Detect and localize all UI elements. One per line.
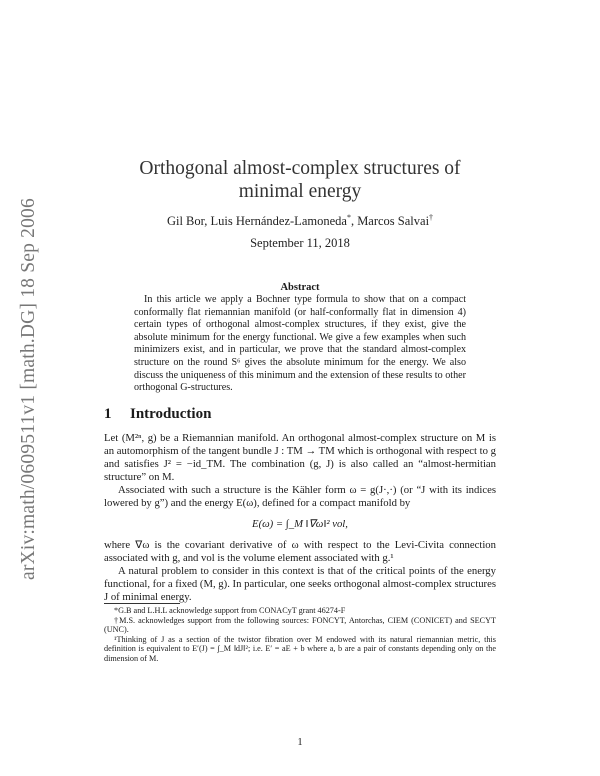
paragraph-3: where ∇ω is the covariant derivative of ω with respect to the Levi-Civita connection associated with g, and vol is the volume element associated with g.¹ bbox=[104, 539, 496, 565]
footnote-1: *G.B and L.H.L acknowledge support from CONACyT grant 46274-F bbox=[114, 606, 346, 615]
author-mark-2: † bbox=[429, 213, 434, 222]
footnotes bbox=[104, 606, 496, 664]
arxiv-stamp bbox=[18, 160, 42, 580]
paragraph-2: Associated with such a structure is the Kähler form ω = g(J·,·) (or “J with its indices lowered by g”) and the energy E(ω), defined for a compact manifold by bbox=[104, 483, 496, 509]
author-list bbox=[104, 213, 496, 229]
paper-title bbox=[104, 157, 496, 203]
abstract-text: In this article we apply a Bochner type formula to show that on a compact conformally flat riemannian manifold (or half-conformally flat in dimension 4) certain types of orthogonal almost-complex structures, if they exist, give the absolute minimum for the energy functional. We give a few examples when such minimizers exist, and in particular, we prove that the standard almost-complex structure on the round S⁶ gives the absolute minimum for the energy. We also discuss the uniqueness of this minimum and the extension of these results to other orthogonal G-structures. bbox=[134, 294, 466, 394]
abstract-heading: Abstract bbox=[280, 282, 320, 293]
footnote-3: ¹Thinking of J as a section of the twistor fibration over M endowed with its natural riemannian metric, this definition is equivalent to E′(J) = ∫_M ‖dJ‖²; i.e. E′ = aE + b where a, b are a pair of constants depending only on the dimension of M. bbox=[104, 634, 496, 663]
section-title: Introduction bbox=[130, 406, 212, 422]
footnote-2: †M.S. acknowledges support from the following sources: FONCYT, Antorchas, CIEM (CONICET) and SECYT (UNC). bbox=[104, 615, 496, 635]
title-line-2: minimal energy bbox=[238, 181, 362, 202]
footnote-rule bbox=[104, 603, 180, 604]
author-mark-1: * bbox=[346, 213, 351, 222]
paper-date: September 11, 2018 bbox=[250, 236, 350, 250]
page-number: 1 bbox=[297, 737, 303, 748]
body-text bbox=[104, 432, 496, 604]
authors-text: Gil Bor, Luis Hernández-Lamoneda*, Marcos Salvai† bbox=[166, 213, 434, 229]
arxiv-id: arXiv:math/0609511v1 [math.DG] 18 Sep 2006 bbox=[18, 198, 39, 580]
section-number: 1 bbox=[104, 406, 112, 422]
title-line-1: Orthogonal almost-complex structures of bbox=[139, 158, 461, 179]
section-heading bbox=[104, 406, 211, 423]
paragraph-1: Let (M²ⁿ, g) be a Riemannian manifold. An orthogonal almost-complex structure on M is an automorphism of the tangent bundle J : TM → TM which is orthogonal with respect to g and satisfies J² = −id_TM. The combination (g, J) is also called an “almost-hermitian structure” on M. bbox=[104, 432, 496, 483]
paragraph-4: A natural problem to consider in this context is that of the critical points of the energy functional, for a fixed (M, g). In particular, one seeks orthogonal almost-complex structures J of minimal energy. bbox=[104, 565, 496, 603]
energy-equation: E(ω) = ∫_M ‖∇ω‖² vol, bbox=[252, 518, 348, 531]
